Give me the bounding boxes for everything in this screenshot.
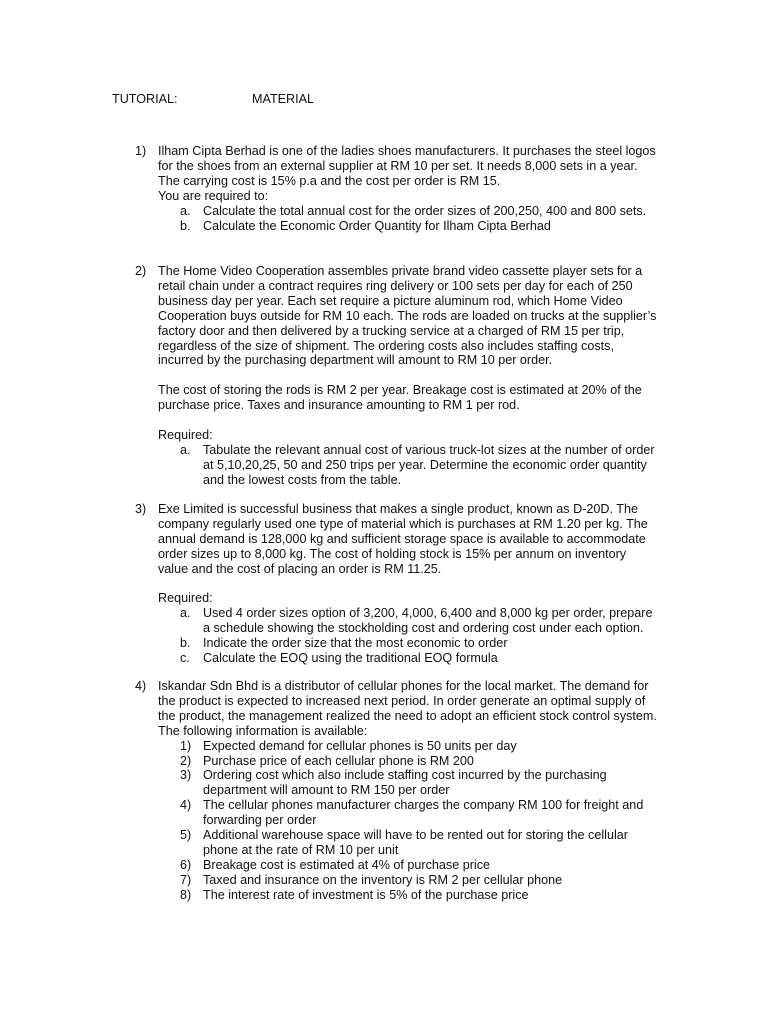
- list-marker: a.: [180, 203, 191, 218]
- question-number: 2): [135, 264, 147, 278]
- question-text: The Home Video Cooperation assembles private brand video cassette player sets for a retail chain under a contract requires ring delivery or 100 sets per day for each of 250 business day per year. Each set require a picture aluminum rod, which Home Video Cooperation buys outside for RM 10 each. The rods are loaded on trucks at the supplier’s factory door and then delivered by a trucking service at a charged of RM 15 per trip, regardless of the size of shipment. The ordering costs also includes staffing costs, incurred by the purchasing department will amount to RM 10 per order.: [158, 264, 657, 368]
- list-item: [158, 828, 658, 858]
- question-1: [135, 144, 658, 233]
- info-list: [158, 739, 658, 903]
- list-text: Tabulate the relevant annual cost of various truck-lot sizes at the number of order at 5,10,20,25, 50 and 250 trips per year. Determine the economic order quantity and the lowest costs from the table.: [203, 442, 655, 487]
- list-marker: 2): [180, 753, 192, 768]
- question-text: The cost of storing the rods is RM 2 per year. Breakage cost is estimated at 20% of the purchase price. Taxes and insurance amounting to RM 1 per rod.: [158, 383, 642, 413]
- page-title: [112, 92, 315, 107]
- list-text: Breakage cost is estimated at 4% of purchase price: [203, 857, 491, 872]
- list-marker: 3): [180, 768, 192, 783]
- list-text: Calculate the total annual cost for the order sizes of 200,250, 400 and 800 sets.: [203, 203, 647, 218]
- question-number: 3): [135, 502, 147, 516]
- list-item: [158, 219, 658, 234]
- list-item: [158, 443, 658, 488]
- list-marker: 8): [180, 887, 192, 902]
- list-marker: 5): [180, 828, 192, 843]
- question-instruction: Required:: [158, 427, 213, 442]
- sub-question-list: [158, 204, 658, 234]
- list-text: Calculate the EOQ using the traditional EOQ formula: [203, 651, 498, 666]
- list-marker: 6): [180, 857, 192, 872]
- list-item: [158, 606, 658, 636]
- question-text: Exe Limited is successful business that makes a single product, known as D-20D. The company regularly used one type of material which is purchases at RM 1.20 per kg. The annual demand is 128,000 kg and sufficient storage space is available to accommodate order sizes up to 8,000 kg. The cost of holding stock is 15% per annum on inventory value and the cost of placing an order is RM 11.25.: [158, 502, 648, 576]
- list-marker: 1): [180, 738, 192, 753]
- list-marker: c.: [180, 651, 190, 666]
- list-marker: b.: [180, 218, 191, 233]
- question-3: [135, 502, 658, 666]
- list-item: [158, 888, 658, 903]
- question-instruction: Required:: [158, 591, 213, 606]
- list-text: Taxed and insurance on the inventory is RM 2 per cellular phone: [203, 872, 563, 887]
- list-text: The cellular phones manufacturer charges the company RM 100 for freight and forwarding per order: [203, 798, 644, 828]
- list-text: Expected demand for cellular phones is 50 units per day: [203, 738, 517, 753]
- list-text: Indicate the order size that the most economic to order: [203, 636, 508, 651]
- list-item: [158, 873, 658, 888]
- tutorial-topic: MATERIAL: [252, 92, 315, 106]
- question-instruction: You are required to:: [158, 188, 269, 203]
- list-item: [158, 204, 658, 219]
- list-text: Used 4 order sizes option of 3,200, 4,000, 6,400 and 8,000 kg per order, prepare a schedule showing the stockholding cost and ordering cost under each option.: [203, 606, 653, 636]
- list-item: [158, 739, 658, 754]
- list-marker: 7): [180, 872, 192, 887]
- list-item: [158, 798, 658, 828]
- question-number: 1): [135, 144, 147, 158]
- list-item: [158, 858, 658, 873]
- question-text: Iskandar Sdn Bhd is a distributor of cellular phones for the local market. The demand for the product is expected to increased next period. In order generate an optimal supply of the product, the management realized the need to adopt an efficient stock control system.: [158, 679, 657, 723]
- list-item: [158, 768, 658, 798]
- list-marker: b.: [180, 636, 191, 651]
- list-text: Purchase price of each cellular phone is RM 200: [203, 753, 474, 768]
- list-text: The interest rate of investment is 5% of the purchase price: [203, 887, 529, 902]
- question-4: [135, 679, 658, 903]
- list-item: [158, 636, 658, 651]
- list-marker: a.: [180, 606, 191, 621]
- list-text: Calculate the Economic Order Quantity for Ilham Cipta Berhad: [203, 218, 551, 233]
- question-2: [135, 264, 658, 488]
- list-text: Ordering cost which also include staffing cost incurred by the purchasing department will amount to RM 150 per order: [203, 768, 607, 798]
- question-number: 4): [135, 679, 147, 693]
- tutorial-label: TUTORIAL:: [112, 92, 178, 106]
- list-text: Additional warehouse space will have to be rented out for storing the cellular phone at the rate of RM 10 per unit: [203, 828, 628, 857]
- question-instruction: The following information is available:: [158, 723, 368, 738]
- list-marker: a.: [180, 442, 191, 457]
- sub-question-list: [158, 606, 658, 666]
- question-text: Ilham Cipta Berhad is one of the ladies shoes manufacturers. It purchases the steel logos for the shoes from an external supplier at RM 10 per set. It needs 8,000 sets in a year. The carrying cost is 15% p.a and the cost per order is RM 15.: [158, 144, 656, 188]
- sub-question-list: [158, 443, 658, 488]
- list-item: [158, 651, 658, 666]
- list-item: [158, 754, 658, 769]
- list-marker: 4): [180, 798, 192, 813]
